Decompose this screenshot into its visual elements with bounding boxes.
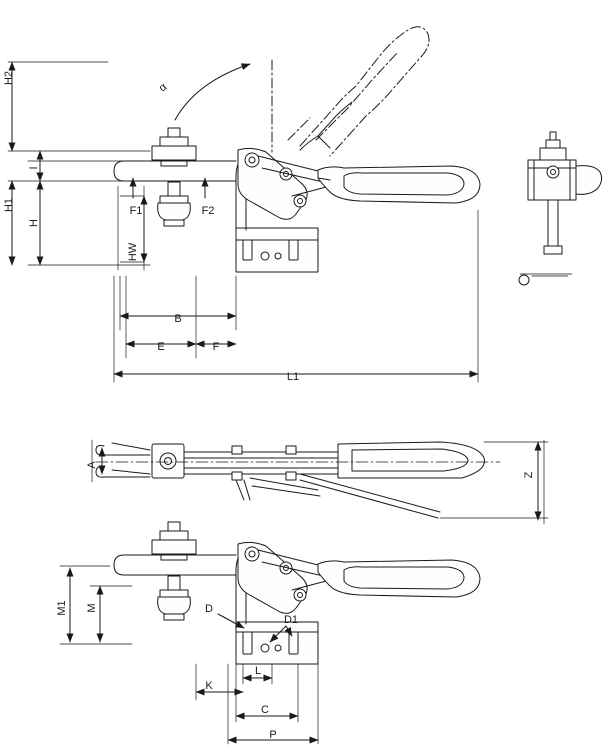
top-view [96, 442, 500, 518]
dimension-label-H: H [28, 219, 40, 227]
dimension-label-P: P [269, 729, 277, 741]
end-view [519, 132, 602, 285]
front-view-dimensions [8, 62, 478, 382]
dimension-label-D: D [205, 603, 213, 615]
dimension-label-K: K [205, 680, 213, 692]
dimension-label-H1: H1 [3, 197, 15, 213]
dimension-label-F1: F1 [129, 205, 143, 217]
dimension-label-C: C [261, 704, 269, 716]
dimension-label-HW: HW [127, 242, 139, 262]
base-view [114, 522, 480, 664]
dimension-label-L: L [254, 665, 262, 677]
dimension-label-M1: M1 [56, 600, 68, 616]
dimension-label-I: I [28, 166, 40, 170]
dimension-label-E: E [157, 341, 165, 353]
dimension-label-F2: F2 [201, 205, 215, 217]
dimension-label-L1: L1 [286, 371, 300, 383]
dimension-label-D1: D1 [283, 614, 299, 626]
dimension-label-alpha: α [156, 81, 170, 95]
front-view [114, 27, 480, 272]
dimension-label-H2: H2 [3, 70, 15, 86]
dimension-label-Z: Z [523, 471, 535, 479]
dimension-label-A: A [86, 461, 98, 469]
dimension-label-M: M [86, 603, 98, 613]
dimension-label-B: B [174, 313, 182, 325]
dimension-label-F: F [212, 341, 220, 353]
